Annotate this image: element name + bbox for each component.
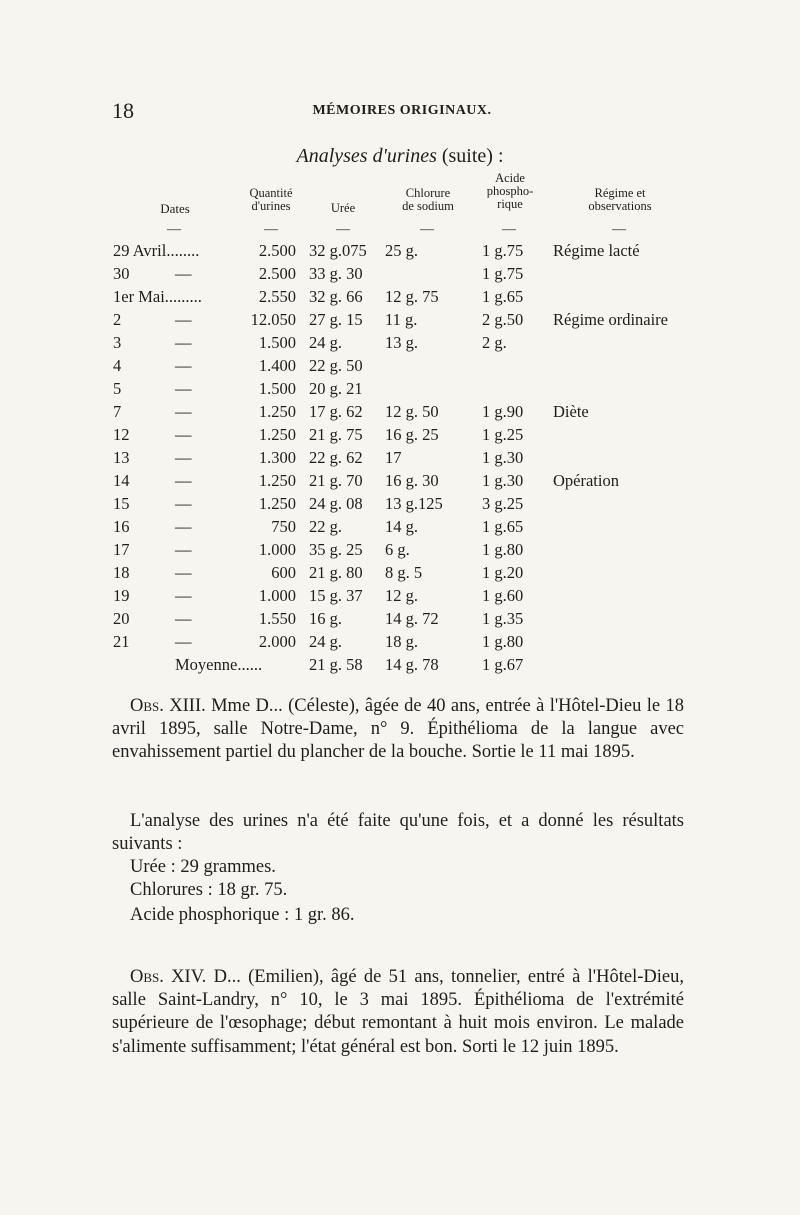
header-dash: — xyxy=(264,222,278,237)
observation-13-paragraph xyxy=(112,695,684,765)
observation-14-label: Obs. XIV. xyxy=(130,967,207,987)
result-chlorures: Chlorures : 18 gr. 75. xyxy=(130,880,288,900)
table-row: 14 — 1.250 21 g. 70 16 g. 30 1 g.30 Opération xyxy=(113,471,619,490)
observation-14-text: D... (Emilien), âgé de 51 ans, tonnelier, entré à l'Hôtel-Dieu, salle Saint-Landry, n° 10, le 3 mai 1895. Épithélioma de l'extrémité supérieure de l'œsophage; début remontant à huit mois environ. Le malade s'alimente suffisamment; l'état général est bon. Sorti le 12 juin 1895. xyxy=(112,967,684,1057)
table-row: 17 — 1.000 35 g. 25 6 g. 1 g.80 xyxy=(113,540,524,559)
table-title xyxy=(0,145,800,168)
table-row: 7 — 1.250 17 g. 62 12 g. 50 1 g.90 Diète xyxy=(113,402,589,421)
table-row: 5 — 1.500 20 g. 21 xyxy=(113,379,363,398)
page-header xyxy=(112,98,692,128)
table-row: 1er Mai......... 2.550 32 g. 66 12 g. 75 1 g.65 xyxy=(113,287,524,306)
col-head-regime: Régime et observations xyxy=(588,186,652,213)
table-title-italic: Analyses d'urines xyxy=(296,145,437,167)
header-dash: — xyxy=(336,222,350,237)
header-dash: — xyxy=(420,222,434,237)
table-row: 19 — 1.000 15 g. 37 12 g. 1 g.60 xyxy=(113,586,524,605)
table-row: 15 — 1.250 24 g. 08 13 g.125 3 g.25 xyxy=(113,494,524,513)
header-dash: — xyxy=(502,222,516,237)
observation-14-paragraph xyxy=(112,966,684,1059)
table-average-row: Moyenne...... 21 g. 58 14 g. 78 1 g.67 xyxy=(175,655,524,674)
table-row: 12 — 1.250 21 g. 75 16 g. 25 1 g.25 xyxy=(113,425,524,444)
col-head-acide: Acide phospho- rique xyxy=(486,171,534,211)
running-title: MÉMOIRES ORIGINAUX. xyxy=(312,103,492,118)
col-head-dates: Dates xyxy=(160,201,190,216)
observation-13-analysis: L'analyse des urines n'a été faite qu'une fois, et a donné les résultats suivants : xyxy=(112,811,684,855)
result-uree: Urée : 29 grammes. xyxy=(130,857,276,877)
result-acide-phosphorique: Acide phosphorique : 1 gr. 86. xyxy=(130,905,355,925)
table-row: 21 — 2.000 24 g. 18 g. 1 g.80 xyxy=(113,632,524,651)
observation-13-text: Mme D... (Céleste), âgée de 40 ans, entrée à l'Hôtel-Dieu le 18 avril 1895, salle Notre-Dame, n° 9. Épithélioma de la langue avec envahissement partiel du plancher de la bouche. Sortie le 11 mai 1895. xyxy=(112,696,684,763)
table-row: 30 — 2.500 33 g. 30 1 g.75 xyxy=(113,264,524,283)
table-row: 18 — 600 21 g. 80 8 g. 5 1 g.20 xyxy=(113,563,524,582)
table-row: 16 — 750 22 g. 14 g. 1 g.65 xyxy=(113,517,524,536)
col-head-quantite: Quantité d'urines xyxy=(249,186,293,213)
header-dash: — xyxy=(612,222,626,237)
table-row: 13 — 1.300 22 g. 62 17 1 g.30 xyxy=(113,448,524,467)
table-row: 2 — 12.050 27 g. 15 11 g. 2 g.50 Régime ordinaire xyxy=(113,310,669,329)
page-number: 18 xyxy=(112,98,134,123)
table-row: 4 — 1.400 22 g. 50 xyxy=(113,356,363,375)
col-head-chlorure: Chlorure de sodium xyxy=(402,186,454,213)
observation-13-label: Obs. XIII. xyxy=(130,696,206,716)
table-row: 29 Avril........ 2.500 32 g.075 25 g. 1 g.75 Régime lacté xyxy=(113,241,640,260)
header-dash: — xyxy=(167,222,181,237)
col-head-uree: Urée xyxy=(330,201,356,215)
table-title-suffix: (suite) : xyxy=(436,145,504,167)
table-row: 3 — 1.500 24 g. 13 g. 2 g. xyxy=(113,333,507,352)
table-row: 20 — 1.550 16 g. 14 g. 72 1 g.35 xyxy=(113,609,524,628)
